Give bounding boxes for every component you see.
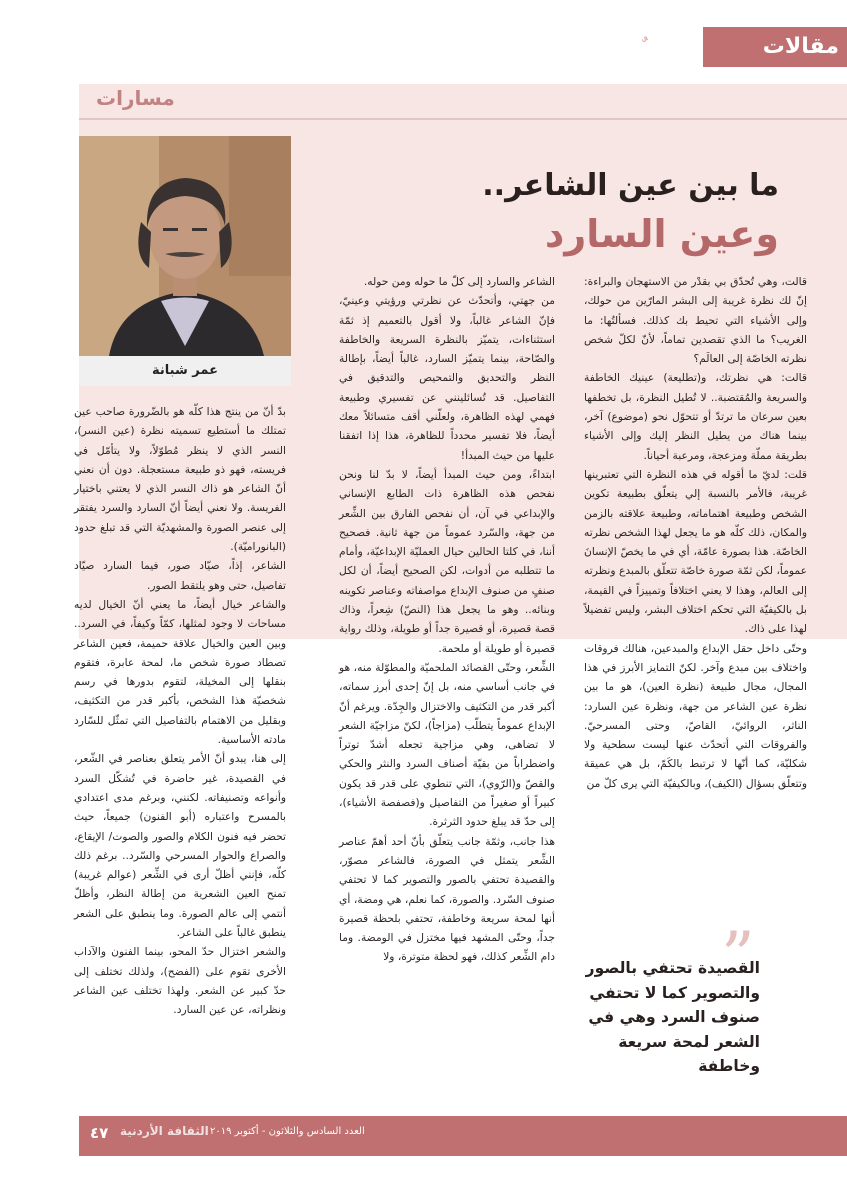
headline-line-1: ما بين عين الشاعر.. [482, 168, 779, 203]
pull-quote: القصيدة تحتفي بالصور والتصوير كما لا تحتفي صنوف السرد وهي في الشعر لمحة سريعة وخاطفة [585, 959, 760, 1075]
page-number: ٤٧ [90, 1124, 109, 1142]
paragraph: الشاعر، إذاً، صيّاد صور، فيما السارد صيّاد تفاصيل، حتى وهو يلتقط الصور. [74, 559, 286, 592]
paragraph: الشِّعر، وحتّى القصائد الملحميّة والمطوّلة منه، هو في جانب أساسي منه، بل إنّ إحدى أبرز سماته، أكبر قدر من التكثيف والاختزال والجِدّة. ويرغم أنّ الإبداع عموماً يتطلّب (مزاجاً)، لكنّ مزاجيّة الشعر لا تضاهى، وهي مزاجية تجعله أشدّ توتراً واضطراباً من بقيّة أصناف السرد والنثر والحكي والقصّ و(الرّوي)، التي تنطوي على قدر قد يكون كبيراً أو صغيراً من التفاصيل و(فصفصة الأشياء)، إلى حدّ قد يبلغ حدود الثرثرة. [339, 660, 555, 829]
section-tab: مقالات [703, 27, 847, 67]
paragraph: قالت، وهي تُحدّق بي بقدْر من الاستهجان والبراءة: إنّ لك نظرة غريبة إلى البشر المارّين من حولك، وإلى الأشياء التي تحيط بك كذلك. فسألتُها: ما الغريب؟ ما الذي تقصدين تماماً، لأنّ لكلّ شخص نظرته الخاصّة إلى العالَم؟ [584, 275, 807, 366]
paragraph: والشعر اختزال حدّ المحو، بينما الفنون والآداب الأخرى تقوم على (الفضح)، ولذلك تختلف إلى حدّ كبير عن الشعر. ولهذا تختلف عين الشاعر ونظراته، عن عين السارد. [74, 945, 286, 1017]
paragraph: قلت: لديّ ما أقوله في هذه النظرة التي تعتبرينها غريبة، فالأمر بالنسبة إلي يتعلّق بطبيعة تكوين الشخص وطبيعة اهتماماته، وطبيعة علاقته بالزمن والمكان، ذلك كلّه هو ما يجعل لهذا الشخص نظرته الخاصّة. هذا بصورة عامّة، أي في ما يخصّ الإنسانَ عموماً، لكن ثمّة صورة خاصّة تتعلّق بالمبدع ونظرته إلى العالم، وهذا لا يعني اختلافاً وتمييزاً في القيمة، بل بالكيفيّة التي تحكم اختلاف البشر، وليس تفضيلاً لهذا على ذاك. [584, 467, 807, 636]
section-ornament [640, 30, 702, 64]
author-photo [79, 136, 291, 356]
column-name: مسارات [96, 86, 175, 110]
paragraph: والشاعر خيال أيضاً، ما يعني أنّ الخيال لديه مساحات لا وجود لمثلها، كمّاً وكيفاً، في السرد.. وبين العين والخيال علاقة حميمة، فعين الشاعر تصطاد صورة شخص ما، لمحة عابرة، فتقوم بنقلها إلى المخيلة، لتقوم بدورها في رسم شخصيّة هذا الشخص، بأكبر قدر من التكثيف، وبقليل من الاهتمام بالتفاصيل التي تمثّل للسّارد مادته الأساسية. [74, 597, 286, 747]
paragraph: من جهتي، وأتحدّث عن نظرتي ورؤيتي وعينيّ، فإنّ الشاعر غالباً، ولا أقول بالتعميم إذ ثمّة استثناءات، يتميّز بالنظرة السريعة والخاطفة والصّاحة، بينما يتميّز السارد، غالباً أيضاً، بإطالة النظر والتحديق والتمحيص والتدقيق في التفاصيل. قد تُسائلينني عن تفسيري وطبيعة فهمي لهذه الظاهرة، ولعلّني أقف متسائلاً معك أيضاً، فلا تفسير محدداً للظاهرة، هذا إذا اتفقنا عليها من حيث المبدأ! [339, 294, 555, 462]
paragraph: وحتّى داخل حقل الإبداع والمبدعين، هنالك فروقات واختلاف بين مبدع وآخر. لكنّ التمايز الأبرز في هذا المجال، مجال طبيعة (نظرة العين)، هو ما بين نظرة عين الشاعر من جهة، ونظرة عين السارد: الناثر، الروائيّ، القاصّ، وحتى المسرحيّ. والفروقات التي أتحدّث عنها ليست سطحية ولا شكليّة، كما أنّها لا ترتبط بالكَمّ، بل هي عميقة وتتعلّق بسؤال (الكيف)، وبالكيفيّة التي يرى كلّ من [584, 641, 807, 790]
headline-line-2: وعين السارد [544, 212, 779, 256]
article-column-1 [584, 272, 807, 793]
paragraph: الشاعر والسارد إلى كلّ ما حوله ومن حوله. [363, 275, 555, 288]
magazine-logo: الثقافة الأردنية [120, 1124, 209, 1138]
paragraph: ابتداءً، ومن حيث المبدأ أيضاً، لا بدّ لنا ونحن نفحص هذه الظاهرة ذات الطابع الإنساني والإبداعي في آن، أن نفحص الفارق بين الشِّعر من جهة، والسّرد عموماً من جهة ثانية. فصحيح أننا، في كلتا الحالين حيال العمليّة الإبداعيّة، وأمام ما تتطلبه من أدوات، لكن الصحيح أيضاً، أن لكل صنفٍ من صنوف الإبداع مواصفاته وعناصر تكوينه وبنائه.. وهو ما يجعل هذا (النصّ) شِعراً، وذاك قصة قصيرة، أو قصيرة جداً أو طويلة، وذلك رواية قصيرة أو طويلة أو ملحمة. [339, 467, 555, 655]
author-name: عمر شبانة [79, 356, 291, 386]
divider [79, 118, 847, 120]
article-column-2 [339, 272, 555, 967]
paragraph: بدّ أنّ من ينتج هذا كلّه هو بالضّرورة صاحب عين تمتلك ما أستطيع تسميته نظرة (عين النسر)، النسر الذي لا ينظر مُطوّلاً، ولا يتأمّل في فريسته، فهو ذو طبيعة مستعجلة. دون أن نعني أنّ الشاعر هو ذاك النسر الذي لا يعتني باختيار الفريسة. ولا نعني أيضاً أنّ السارد والسرد يفتقر إلى عنصر الصورة والمشهديّة التي قد تبلغ حدود (البانوراميّة). [74, 405, 286, 554]
paragraph: هذا جانب، وثمّة جانب يتعلّق بأنّ أحد أهمّ عناصر الشِّعر يتمثل في الصورة، فالشاعر مصوّر، والقصيدة تحتفي بالصور والتصوير كما لا تحتفي صنوف السّرد. والصورة، كما نعلم، هي ومضة، أي أنها لمحة سريعة وخاطفة، تحتفي بلحظة قصيرة جداً، وحتّى المشهد فيها مختزل في الومضة. وما دام الشِّعر كذلك، فهو لحظة متوترة، ولا [339, 834, 555, 964]
issue-info: العدد السادس والثلاثون - أكتوبر ٢٠١٩ [210, 1126, 365, 1137]
article-column-3 [74, 402, 286, 1020]
paragraph: قالت: هي نظرتك، و(تطليعة) عينيك الخاطفة والسريعة والمُقتضبة.. لا تُطيل النظرة، بل تخطفها بعين سرعان ما ترتدّ أو تتحوّل نحو (موضوع) آخر، بينما هناك من يطيل النظر إليك وإلى الأشياء بطريقة مملّة ومزعجة، ومرعبة أحياناً. [584, 371, 807, 462]
paragraph: إلى هنا، يبدو أنّ الأمر يتعلق بعناصر في الشّعر، في القصيدة، غير حاضرة في تُشكّل السرد وأنواعه وتصنيفاته. لكنني، وبرغم مدى اعتدادي بالمسرح واعتباره (أبو الفنون) جميعاً، حيث تحضر فيه فنون الكلام والصور والصوت/ الإيقاع، والصراع والحوار المسرحي والسّرد.. برغم ذلك كلّه، فإنني أظلّ أرى في الشِّعر (عوالم غريبة) تمنح العين الشعرية من إطالة النظر، وأظلّ أنتمي إلى عالم الصورة. وما ينطبق على الشعر ينطبق غالباً على الشاعر. [74, 752, 286, 940]
quote-mark-icon: ” [721, 918, 755, 995]
